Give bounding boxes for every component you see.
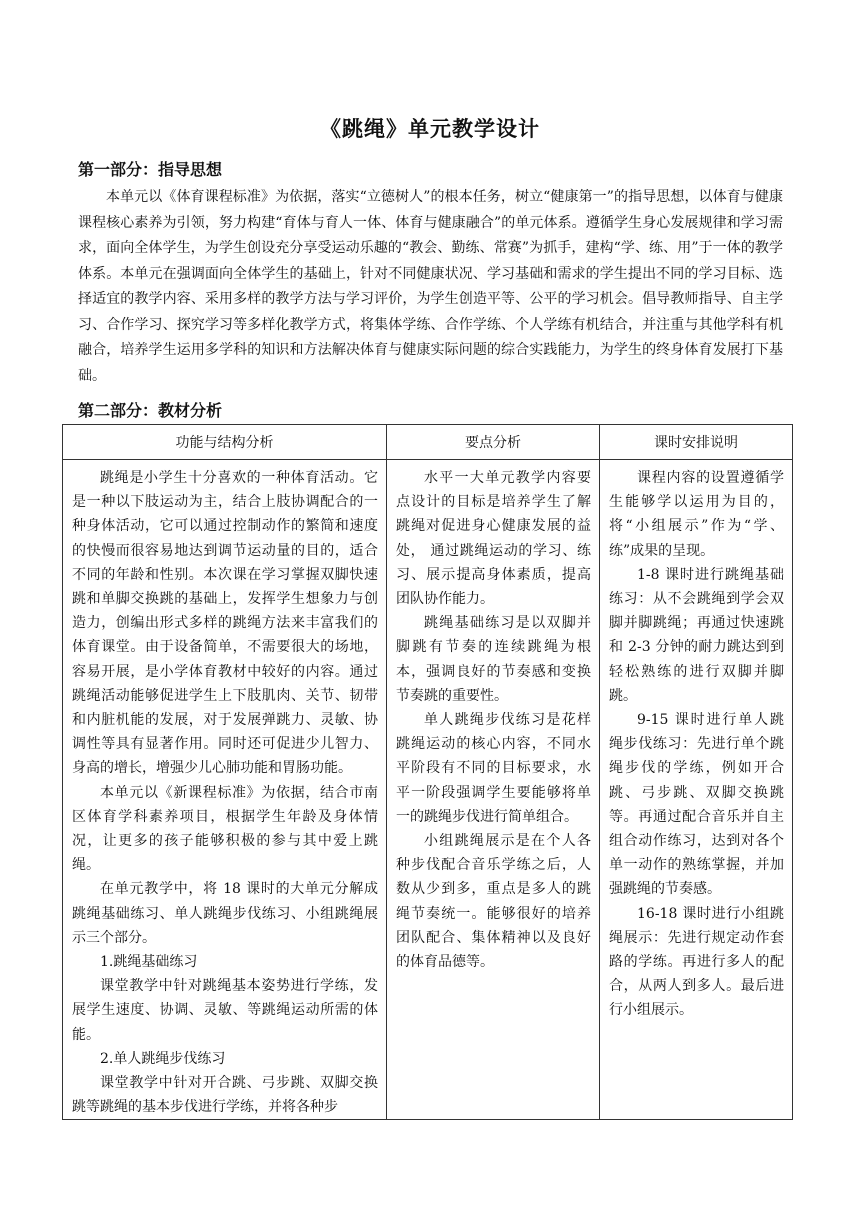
cell-paragraph: 课堂教学中针对开合跳、弓步跳、双脚交换跳等跳绳的基本步伐进行学练，并将各种步 (72, 1075, 378, 1116)
section-heading-guiding-ideology: 第一部分：指导思想 (78, 160, 223, 179)
cell-paragraph: 跳绳是小学生十分喜欢的一种体育活动。它是一种以下肢运动为主，结合上肢协调配合的一种身体活动，它可以通过控制动作的繁简和速度的快慢而很容易地达到调节运动量的目的，适合不同的年龄和性别。本次课在学习掌握双脚快速跳和单脚交换跳的基础上，发挥学生想象力与创造力，创编出形式多样的跳绳方法来丰富我们的体育课堂。由于设备简单，不需要很大的场地，容易开展，是小学体育教材中较好的内容。通过跳绳活动能够促进学生上下肢肌肉、关节、韧带和内脏机能的发展，对于发展弹跳力、灵敏、协调性等具有显著作用。同时还可促进少儿智力、身高的增长，增强少儿心肺功能和胃肠功能。 (72, 470, 378, 777)
cell-key-points (387, 460, 600, 1120)
cell-function-structure (63, 460, 387, 1120)
cell-paragraph: 2.单人跳绳步伐练习 (100, 1050, 226, 1067)
cell-paragraph: 水平一大单元教学内容要点设计的目标是培养学生了解跳绳对促进身心健康发展的益处， 通过跳绳运动的学习、练习、展示提高身体素质，提高团队协作能力。 (396, 470, 591, 608)
document-title: 《跳绳》单元教学设计 (320, 117, 540, 141)
cell-paragraph: 16-18 课时进行小组跳绳展示：先进行规定动作套路的学练。再进行多人的配合，从两人到多人。最后进行小组展示。 (609, 905, 784, 1019)
table-row (63, 460, 793, 1120)
cell-paragraph: 在单元教学中，将 18 课时的大单元分解成跳绳基础练习、单人跳绳步伐练习、小组跳绳展示三个部分。 (72, 881, 378, 946)
cell-paragraph: 跳绳基础练习是以双脚并脚跳有节奏的连续跳绳为根本，强调良好的节奏感和变换节奏跳的重要性。 (396, 615, 591, 704)
cell-paragraph: 单人跳绳步伐练习是花样跳绳运动的核心内容，不同水平阶段有不同的目标要求，水平一阶段强调学生要能够将单一的跳绳步伐进行简单组合。 (396, 712, 591, 825)
header-function-structure: 功能与结构分析 (63, 425, 387, 460)
cell-paragraph: 9-15 课时进行单人跳绳步伐练习：先进行单个跳绳步伐的学练，例如开合跳、弓步跳、双脚交换跳等。再通过配合音乐并自主组合动作练习，达到对各个单一动作的熟练掌握，并加强跳绳的节奏感。 (609, 712, 784, 898)
cell-paragraph: 小组跳绳展示是在个人各种步伐配合音乐学练之后，人数从少到多，重点是多人的跳绳节奏统一。能够很好的培养团队配合、集体精神以及良好的体育品德等。 (396, 833, 591, 971)
guiding-ideology-paragraph: 本单元以《体育课程标准》为依据，落实“立德树人”的根本任务，树立“健康第一”的指导思想，以体育与健康课程核心素养为引领，努力构建“育体与育人一体、体育与健康融合”的单元体系。遵循学生身心发展规律和学习需求，面向全体学生，为学生创设充分享受运动乐趣的“教会、勤练、常赛”为抓手，建构“学、练、用”于一体的教学体系。本单元在强调面向全体学生的基础上，针对不同健康状况、学习基础和需求的学生提出不同的学习目标、选择适宜的教学内容、采用多样的教学方法与学习评价，为学生创造平等、公平的学习机会。倡导教师指导、自主学习、合作学习、探究学习等多样化教学方式，将集体学练、合作学练、个人学练有机结合，并注重与其他学科有机融合，培养学生运用多学科的知识和方法解决体育与健康实际问题的综合实践能力，为学生的终身体育发展打下基础。 (78, 189, 783, 384)
header-schedule: 课时安排说明 (600, 425, 793, 460)
cell-schedule (600, 460, 793, 1120)
material-analysis-table (62, 424, 793, 1120)
header-key-points: 要点分析 (387, 425, 600, 460)
cell-paragraph: 1-8 课时进行跳绳基础练习：从不会跳绳到学会双脚并脚跳绳；再通过快速跳和 2-3 分钟的耐力跳达到到轻松熟练的进行双脚并脚跳。 (609, 566, 784, 704)
cell-paragraph: 课堂教学中针对跳绳基本姿势进行学练，发展学生速度、协调、灵敏、等跳绳运动所需的体能。 (72, 978, 378, 1043)
cell-paragraph: 1.跳绳基础练习 (100, 954, 198, 971)
cell-paragraph: 本单元以《新课程标准》为依据，结合市南区体育学科素养项目，根据学生年龄及身体情况，让更多的孩子能够积极的参与其中爱上跳绳。 (72, 784, 378, 874)
table-header-row (63, 425, 793, 460)
section-heading-material-analysis: 第二部分：教材分析 (78, 401, 223, 420)
cell-paragraph: 课程内容的设置遵循学生能够学以运用为目的，将“小组展示”作为“学、练”成果的呈现。 (609, 470, 784, 559)
